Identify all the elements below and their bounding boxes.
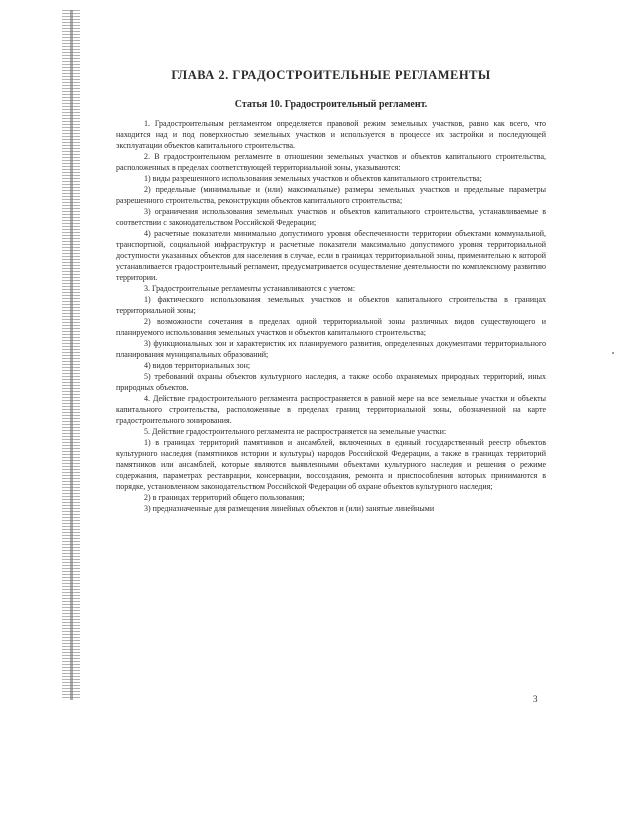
paragraph-2-item-4: 4) расчетные показатели минимально допустимого уровня обеспеченности территории объектами коммунальной, транспортной, социальной инфраструктур и расчетные показатели максимально допустимого уровня территориальной доступности указанных объектов для населения в случае, если в границах территориальной зоны, применительно к которой устанавливается градостроительный регламент, предусматривается осуществление деятельности по комплексному развитию территории. <box>116 229 546 282</box>
chapter-title: ГЛАВА 2. ГРАДОСТРОИТЕЛЬНЫЕ РЕГЛАМЕНТЫ <box>171 68 491 82</box>
paragraph-3-item-4: 4) видов территориальных зон; <box>144 361 251 370</box>
paragraph-2-item-2: 2) предельные (минимальные и (или) максимальные) размеры земельных участков и предельные параметры разрешенного строительства, реконструкции объектов капитального строительства; <box>116 185 546 205</box>
paragraph-5-item-1: 1) в границах территорий памятников и ансамблей, включенных в единый государственный реестр объектов культурного наследия (памятников истории и культуры) народов Российской Федерации, а также в границах территорий памятников или ансамблей, которые являются выявленными объектами культурного наследия и решения о режиме содержания, параметрах реставрации, консервации, воссоздания, ремонта и приспособления которых принимаются в порядке, установленном законодательством Российской Федерации об охране объектов культурного наследия; <box>116 438 546 491</box>
document-body <box>116 68 546 514</box>
paragraph-3: 3. Градостроительные регламенты устанавливаются с учетом: <box>144 284 356 293</box>
article-title: Статья 10. Градостроительный регламент. <box>234 99 428 110</box>
paragraph-2-item-1: 1) виды разрешенного использования земельных участков и объектов капитального строительства; <box>144 174 482 183</box>
paragraph-3-item-2: 2) возможности сочетания в пределах одной территориальной зоны различных видов существующего и планируемого использования земельных участков и объектов капитального строительства; <box>116 317 546 337</box>
paragraph-3-item-5: 5) требований охраны объектов культурного наследия, а также особо охраняемых природных территорий, иных природных объектов. <box>116 372 546 392</box>
paragraph-5-item-3: 3) предназначенные для размещения линейных объектов и (или) занятые линейными <box>144 504 435 513</box>
paragraph-3-item-1: 1) фактического использования земельных участков и объектов капитального строительства в границах территориальной зоны; <box>116 295 546 315</box>
scan-speck <box>612 352 614 354</box>
paragraph-4: 4. Действие градостроительного регламента распространяется в равной мере на все земельные участки и объекты капитального строительства, расположенные в пределах границ территориальной зоны, обозначенной на карте градостроительного зонирования. <box>116 394 546 425</box>
paragraph-5: 5. Действие градостроительного регламента не распространяется на земельные участки: <box>144 427 447 436</box>
paragraph-5-item-2: 2) в границах территорий общего пользования; <box>144 493 305 502</box>
paragraph-3-item-3: 3) функциональных зон и характеристик их планируемого развития, определенных документами территориального планирования муниципальных образований; <box>116 339 546 359</box>
paragraph-1: 1. Градостроительным регламентом определяется правовой режим земельных участков, равно как всего, что находится над и под поверхностью земельных участков и используется в процессе их застройки и последующей эксплуатации объектов капитального строительства. <box>116 119 546 150</box>
scan-edge-line <box>70 10 73 700</box>
page-number: 3 <box>533 694 538 704</box>
paragraph-2: 2. В градостроительном регламенте в отношении земельных участков и объектов капитального строительства, расположенных в пределах соответствующей территориальной зоны, указываются: <box>116 152 546 172</box>
paragraph-2-item-3: 3) ограничения использования земельных участков и объектов капитального строительства, устанавливаемые в соответствии с законодательством Российской Федерации; <box>116 207 546 227</box>
